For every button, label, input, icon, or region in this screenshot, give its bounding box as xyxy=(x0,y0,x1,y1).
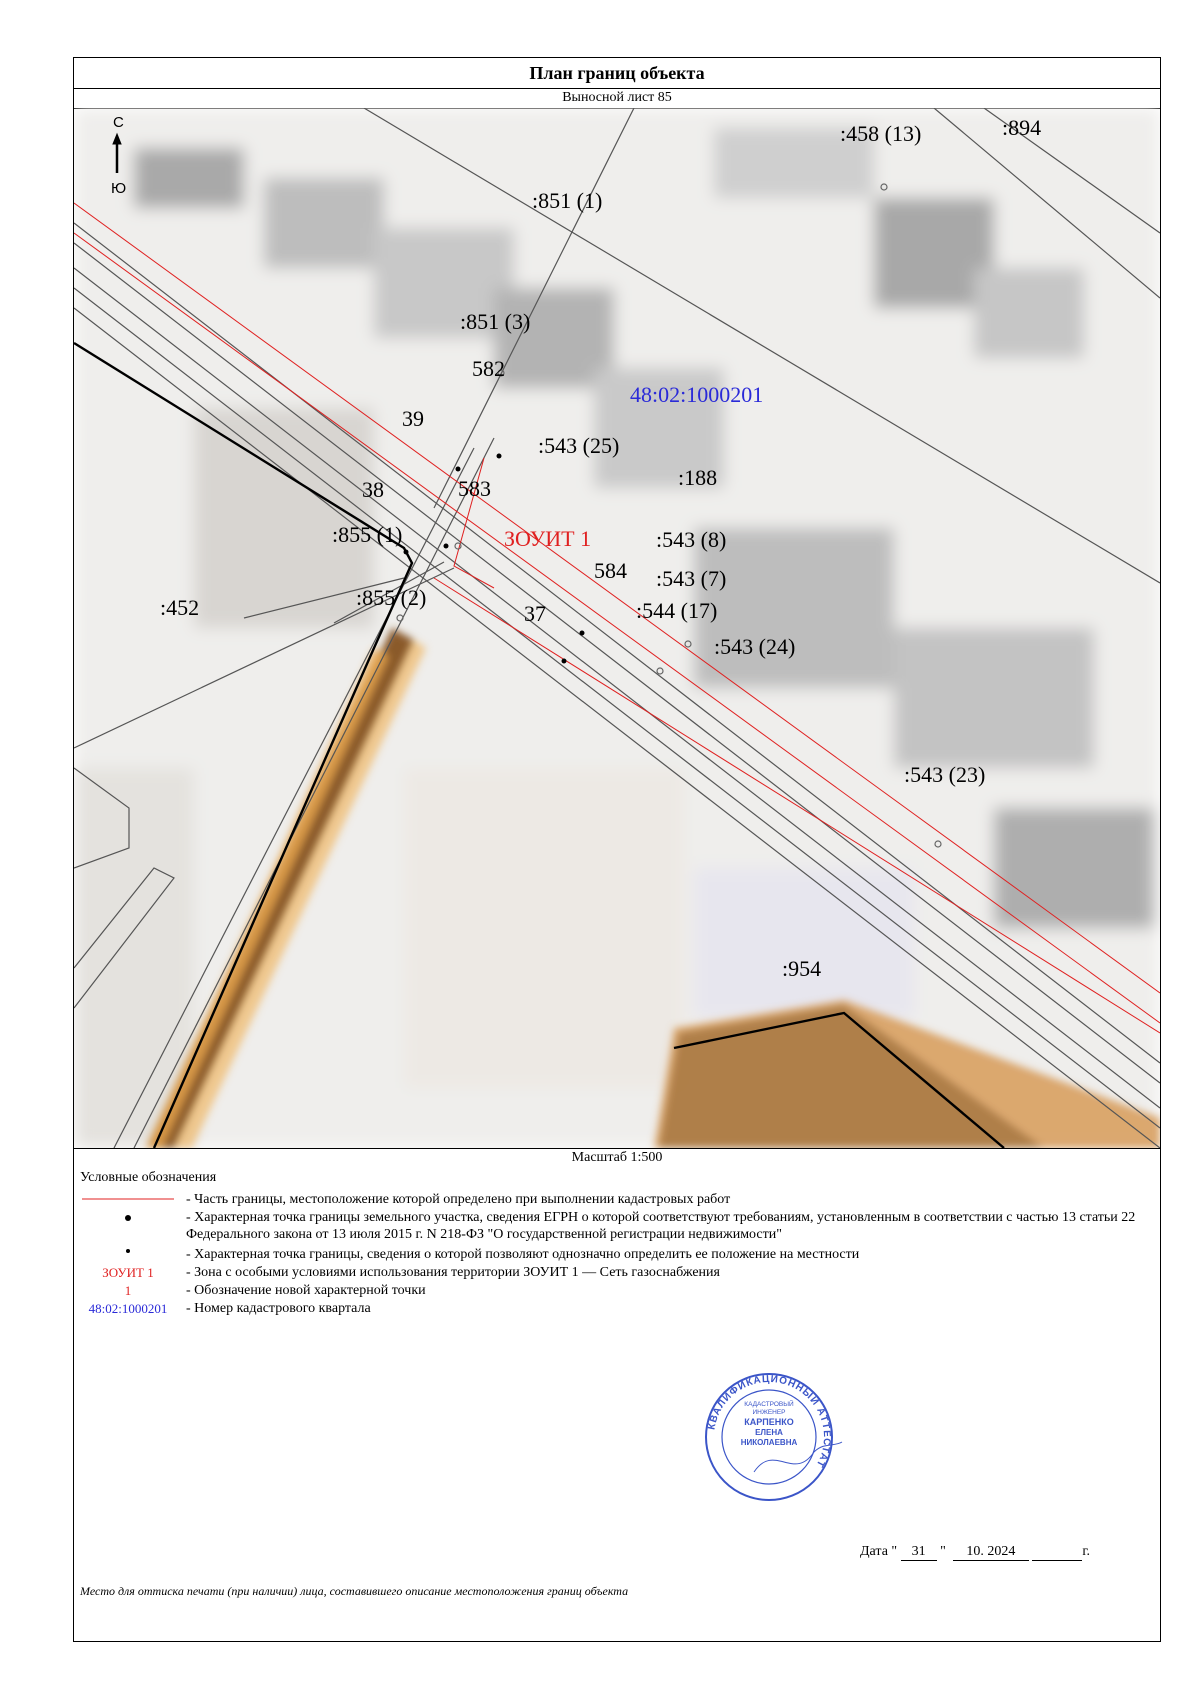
legend-symbol-text: ЗОУИТ 1 xyxy=(102,1265,154,1280)
sheet-number: Выносной лист 85 xyxy=(74,88,1160,109)
legend-row xyxy=(74,1300,1160,1318)
map-label-543-24: :543 (24) xyxy=(714,634,796,659)
plan-sheet xyxy=(73,57,1161,1642)
map-label-582: 582 xyxy=(472,356,505,381)
seal-line4: ЕЛЕНА xyxy=(755,1428,783,1437)
seal-line1: КАДАСТРОВЫЙ xyxy=(744,1401,794,1408)
map-label-37: 37 xyxy=(524,601,546,626)
legend-row xyxy=(74,1191,1160,1209)
map-label-543-23: :543 (23) xyxy=(904,762,986,787)
legend-row xyxy=(74,1264,1160,1282)
engineer-seal xyxy=(694,1372,844,1502)
legend-symbol-text: 1 xyxy=(124,1283,132,1298)
legend-text: - Часть границы, местоположение которой определено при выполнении кадастровых работ xyxy=(186,1192,731,1207)
legend-title: Условные обозначения xyxy=(80,1170,217,1185)
seal-place-note: Место для оттиска печати (при наличии) лица, составившего описание местоположения границ объекта xyxy=(80,1584,629,1598)
date-blank xyxy=(1032,1544,1082,1561)
legend-row xyxy=(74,1282,1160,1300)
legend-row xyxy=(74,1209,1160,1245)
page-title: План границ объекта xyxy=(74,58,1160,89)
map-label-851-1: :851 (1) xyxy=(532,188,603,213)
seal-line5: НИКОЛАЕВНА xyxy=(740,1438,798,1447)
date-field: Дата " 31 " 10. 2024 г. xyxy=(860,1544,1091,1559)
seal-line2: ИНЖЕНЕР xyxy=(752,1409,786,1416)
map-label-543-8: :543 (8) xyxy=(656,527,727,552)
legend-symbol-text: 48:02:1000201 xyxy=(88,1301,168,1316)
legend-text: - Обозначение новой характерной точки xyxy=(186,1283,426,1298)
map-label-851-3: :851 (3) xyxy=(460,309,531,334)
south-label: Ю xyxy=(111,180,127,197)
map-label-855-2: :855 (2) xyxy=(356,585,427,610)
map-label-39: 39 xyxy=(402,406,424,431)
map-label-quarter: 48:02:1000201 xyxy=(630,382,764,407)
map-label-458-13: :458 (13) xyxy=(840,121,922,146)
map-label-954: :954 xyxy=(782,956,822,981)
date-suffix: г. xyxy=(1082,1544,1091,1559)
map-label-894: :894 xyxy=(1002,115,1042,140)
map-label-zouit: ЗОУИТ 1 xyxy=(504,526,592,551)
legend-text: - Номер кадастрового квартала xyxy=(186,1301,371,1316)
seal-ring-text: КВАЛИФИКАЦИОННЫЙ АТТЕСТАТ xyxy=(706,1373,833,1470)
map-label-544-17: :544 (17) xyxy=(636,598,718,623)
map-label-543-25: :543 (25) xyxy=(538,433,620,458)
map-label-452: :452 xyxy=(160,595,200,620)
date-month-year: 10. 2024 xyxy=(953,1544,1029,1561)
legend-text: - Характерная точка границы земельного участка, сведения ЕГРН о которой соответствуют требованиям, установленным в соответствии с частью 13 статьи 22 Федерального закона от 13 июля 2015 г. N 218-ФЗ "О государственной регистрации недвижимости" xyxy=(186,1210,1136,1242)
north-label: С xyxy=(113,114,124,131)
date-day: 31 xyxy=(901,1544,937,1561)
map-label-855-1: :855 (1) xyxy=(332,522,403,547)
map-label-543-7: :543 (7) xyxy=(656,566,727,591)
legend-text: - Характерная точка границы, сведения о которой позволяют однозначно определить ее положение на местности xyxy=(186,1247,860,1262)
map-label-38: 38 xyxy=(362,477,384,502)
cadastral-map[interactable] xyxy=(74,108,1160,1149)
map-label-188: :188 xyxy=(678,465,718,490)
legend-text: - Зона с особыми условиями использования территории ЗОУИТ 1 — Сеть газоснабжения xyxy=(186,1265,720,1280)
map-graphics xyxy=(74,108,1160,1148)
date-label: Дата xyxy=(860,1544,888,1559)
map-label-584: 584 xyxy=(594,558,627,583)
map-label-583: 583 xyxy=(458,476,491,501)
map-scale: Масштаб 1:500 xyxy=(571,1150,663,1165)
large-point-icon xyxy=(78,1209,178,1230)
legend-row xyxy=(74,1246,1160,1264)
seal-line3: КАРПЕНКО xyxy=(744,1417,794,1427)
